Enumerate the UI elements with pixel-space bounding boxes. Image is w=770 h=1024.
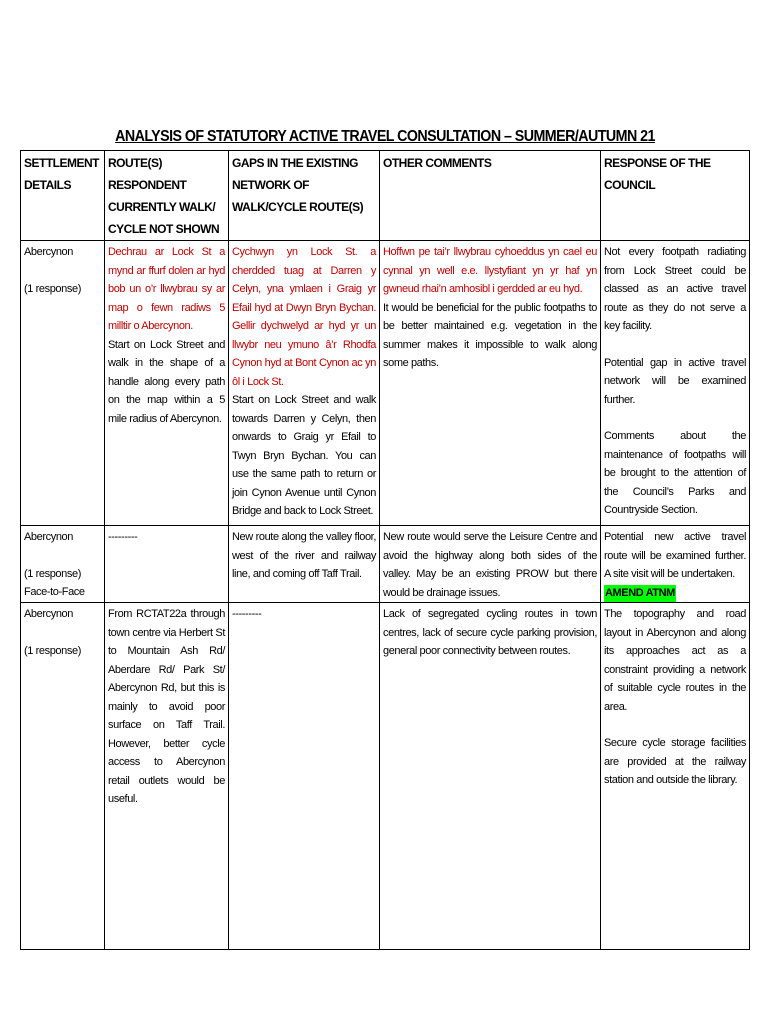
cell-council-response [601, 526, 750, 603]
response-paragraph: The topography and road layout in Abercynon and along its approaches act as a constraint providing a network of suitable cycle routes in the area. [604, 608, 746, 713]
routes-text: From RCTAT22a through town centre via Herbert St to Mountain Ash Rd/ Aberdare Rd/ Park St/ Abercynon Rd, but this is mainly to avoid poor surface on Taff Trail. However, better cycle access to Abercynon retail outlets would be useful. [108, 608, 225, 805]
consultation-table [20, 150, 750, 950]
response-paragraph: Comments about the maintenance of footpaths will be brought to the attention of the Council’s Parks and Countryside Section. [604, 430, 746, 516]
cell-routes [105, 241, 229, 526]
gaps-text: --------- [232, 608, 262, 620]
comments-welsh-text: Hoffwn pe tai’r llwybrau cyhoeddus yn cael eu cynnal yn well e.e. llystyfiant yn yr haf yn gwneud rhai’n amhosibl i gerdded ar eu hyd. [383, 246, 597, 295]
response-count: (1 response) [24, 282, 81, 295]
table-row [21, 603, 750, 950]
cell-routes [105, 603, 229, 950]
settlement-name: Abercynon [24, 531, 73, 543]
cell-comments [380, 241, 601, 526]
cell-settlement [21, 526, 105, 603]
gaps-text: New route along the valley floor, west of the river and railway line, and coming off Taff Trail. [232, 531, 376, 580]
settlement-name: Abercynon [24, 608, 73, 620]
header-routes-not-shown: ROUTE(S) RESPONDENT CURRENTLY WALK/ CYCLE NOT SHOWN [105, 151, 229, 241]
header-settlement-details: SETTLEMENT DETAILS [21, 151, 105, 241]
cell-settlement [21, 603, 105, 950]
comments-text: Lack of segregated cycling routes in town centres, lack of secure cycle parking provision, general poor connectivity between routes. [383, 608, 597, 657]
response-paragraph: Potential gap in active travel network will be examined further. [604, 356, 746, 406]
gaps-welsh-text: Cychwyn yn Lock St. a cherdded tuag at Darren y Celyn, yna ymlaen i Graig yr Efail hyd at Dwyn Bryn Bychan. Gellir dychwelyd ar hyd yr un llwybr neu ymuno â’r Rhodfa Cynon hyd at Bont Cynon ac yn ôl i Lock St. [232, 246, 376, 388]
cell-gaps [229, 241, 380, 526]
cell-gaps [229, 526, 380, 603]
header-other-comments: OTHER COMMENTS [380, 151, 601, 241]
response-paragraph: Not every footpath radiating from Lock Street could be classed as an active travel route as they do not serve a key facility. [604, 246, 746, 332]
routes-english-text: Start on Lock Street and walk in the shape of a handle along every path on the map within a 5 mile radius of Abercynon. [108, 338, 225, 425]
cell-council-response [601, 603, 750, 950]
document-title: ANALYSIS OF STATUTORY ACTIVE TRAVEL CONSULTATION – SUMMER/AUTUMN 21 [115, 128, 655, 145]
routes-text: --------- [108, 531, 138, 543]
settlement-name: Abercynon [24, 246, 73, 258]
response-paragraph: Potential new active travel route will be examined further. A site visit will be undertaken. [604, 531, 746, 580]
response-paragraph: Secure cycle storage facilities are provided at the railway station and outside the library. [604, 737, 746, 786]
table-row [21, 241, 750, 526]
cell-settlement [21, 241, 105, 526]
amend-atnm-badge: AMEND ATNM [604, 585, 676, 602]
response-type: Face-to-Face [24, 586, 85, 598]
cell-comments [380, 603, 601, 950]
cell-comments [380, 526, 601, 603]
table-header-row [21, 151, 750, 241]
comments-text: New route would serve the Leisure Centre and avoid the highway along both sides of the valley. May be an existing PROW but there would be drainage issues. [383, 531, 597, 599]
comments-english-text: It would be beneficial for the public footpaths to be better maintained e.g. vegetation in the summer makes it impossible to walk along some paths. [383, 301, 597, 369]
response-count: (1 response) [24, 644, 81, 657]
header-gaps-existing-network: GAPS IN THE EXISTING NETWORK OF WALK/CYCLE ROUTE(S) [229, 151, 380, 241]
cell-council-response [601, 241, 750, 526]
cell-gaps [229, 603, 380, 950]
response-count: (1 response) [24, 567, 81, 580]
routes-welsh-text: Dechrau ar Lock St a mynd ar ffurf dolen ar hyd bob un o’r llwybrau sy ar map o fewn radiws 5 milltir o Abercynon. [108, 246, 225, 332]
gaps-english-text: Start on Lock Street and walk towards Darren y Celyn, then onwards to Graig yr Efail to Twyn Bryn Bychan. You can use the same path to return or join Cynon Avenue until Cynon Bridge and back to Lock Street. [232, 394, 376, 517]
cell-routes [105, 526, 229, 603]
table-row [21, 526, 750, 603]
header-council-response: RESPONSE OF THE COUNCIL [601, 151, 750, 241]
